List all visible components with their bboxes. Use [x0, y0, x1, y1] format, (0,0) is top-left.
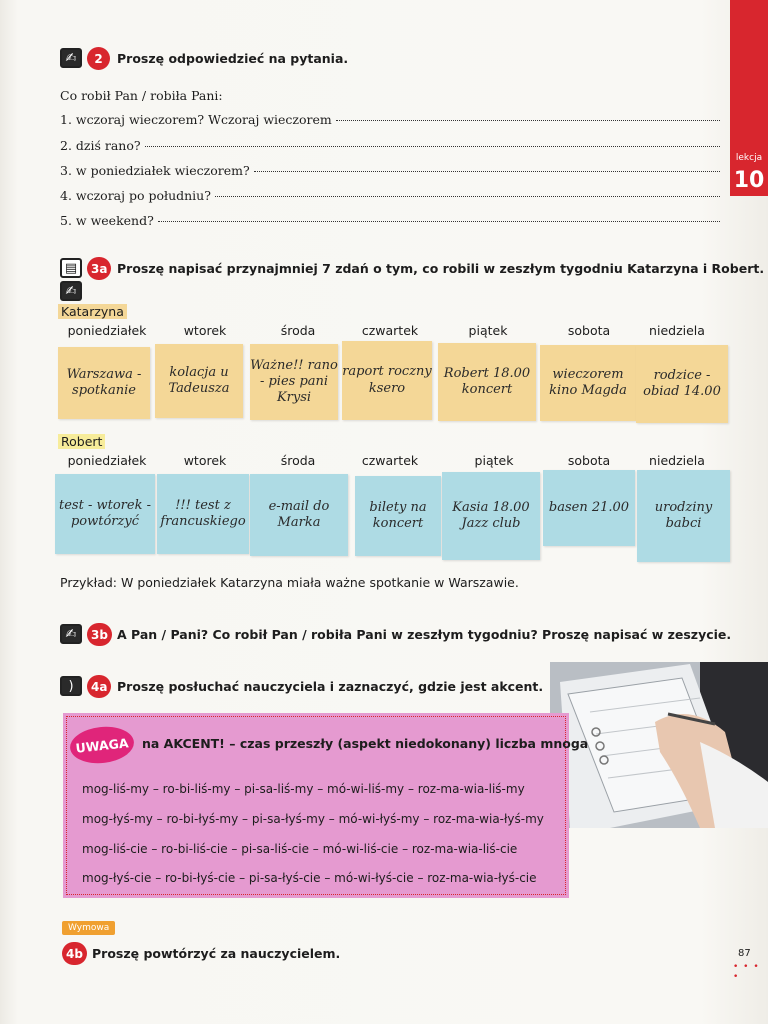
day-label: środa	[280, 453, 316, 468]
question-text: 4. wczoraj po południu?	[60, 188, 211, 203]
example-sentence: Przykład: W poniedziałek Katarzyna miała ważne spotkanie w Warszawie.	[60, 575, 519, 590]
sticky-note-katarzyna: rodzice - obiad 14.00	[636, 345, 728, 423]
question-text: 2. dziś rano?	[60, 138, 141, 153]
sticky-note-katarzyna: raport roczny ksero	[342, 341, 432, 420]
sticky-note-katarzyna: Robert 18.00 koncert	[438, 343, 536, 421]
writing-hand-icon: ✍	[60, 48, 82, 68]
day-label: poniedziałek	[67, 323, 147, 338]
day-label: poniedziałek	[67, 453, 147, 468]
question-line[interactable]	[60, 112, 720, 127]
question-text: 1. wczoraj wieczorem? Wczoraj wieczorem	[60, 112, 332, 127]
robert-label: Robert	[58, 434, 105, 449]
answer-dotted-line[interactable]	[336, 120, 720, 121]
day-label: sobota	[567, 453, 611, 468]
exercise-4a-instruction: Proszę posłuchać nauczyciela i zaznaczyć, gdzie jest akcent.	[117, 679, 544, 694]
exercise-3a-instruction: Proszę napisać przynajmniej 7 zdań o tym, co robili w zeszłym tygodniu Katarzyna i Robert.	[117, 261, 765, 276]
sticky-note-robert: e-mail do Marka	[250, 474, 348, 556]
lesson-number: 10	[733, 168, 765, 193]
sticky-note-robert: !!! test z francuskiego	[157, 474, 249, 554]
day-label: wtorek	[183, 323, 227, 338]
lesson-label: lekcja	[735, 153, 763, 163]
sticky-note-robert: basen 21.00	[543, 470, 635, 546]
katarzyna-label: Katarzyna	[58, 304, 127, 319]
page-number: 87	[738, 948, 751, 959]
day-label: sobota	[567, 323, 611, 338]
sticky-note-katarzyna: kolacja u Tadeusza	[155, 344, 243, 418]
writing-hand-icon: ✍	[60, 281, 82, 301]
day-label: środa	[280, 323, 316, 338]
wymowa-tag: Wymowa	[62, 921, 115, 935]
sticky-note-robert: bilety na koncert	[355, 476, 441, 556]
sticky-note-katarzyna: Warszawa - spotkanie	[58, 347, 150, 419]
answer-dotted-line[interactable]	[145, 146, 720, 147]
uwaga-title: na AKCENT! – czas przeszły (aspekt niedokonany) liczba mnoga	[142, 736, 589, 751]
question-line[interactable]	[60, 163, 720, 178]
syllable-line: mog-liś-my – ro-bi-liś-my – pi-sa-liś-my – mó-wi-liś-my – roz-ma-wia-liś-my	[82, 782, 525, 796]
questions-lead: Co robił Pan / robiła Pani:	[60, 88, 223, 103]
question-text: 5. w weekend?	[60, 213, 154, 228]
exercise-badge-3a: 3a	[87, 257, 111, 280]
page-number-dots: • • • •	[733, 962, 760, 982]
exercise-badge-2: 2	[87, 47, 110, 70]
book-icon: ▤	[60, 258, 82, 278]
question-text: 3. w poniedziałek wieczorem?	[60, 163, 250, 178]
syllable-line: mog-łyś-cie – ro-bi-łyś-cie – pi-sa-łyś-cie – mó-wi-łyś-cie – roz-ma-wia-łyś-cie	[82, 871, 537, 885]
uwaga-badge: UWAGA	[68, 724, 135, 766]
sticky-note-robert: test - wtorek - powtórzyć	[55, 474, 155, 554]
exercise-3b-instruction: A Pan / Pani? Co robił Pan / robiła Pani w zeszłym tygodniu? Proszę napisać w zeszycie.	[117, 627, 732, 642]
lesson-tab	[730, 0, 768, 196]
sticky-note-katarzyna: Ważne!! rano - pies pani Krysi	[250, 344, 338, 420]
day-label: piątek	[474, 453, 514, 468]
answer-dotted-line[interactable]	[215, 196, 720, 197]
syllable-line: mog-łyś-my – ro-bi-łyś-my – pi-sa-łyś-my – mó-wi-łyś-my – roz-ma-wia-łyś-my	[82, 812, 544, 826]
listening-ear-icon: )	[60, 676, 82, 696]
day-label: wtorek	[183, 453, 227, 468]
exercise-badge-3b: 3b	[87, 623, 112, 646]
day-label: czwartek	[361, 323, 419, 338]
answer-dotted-line[interactable]	[254, 171, 720, 172]
day-label: piątek	[468, 323, 508, 338]
day-label: niedziela	[649, 453, 705, 468]
day-label: czwartek	[361, 453, 419, 468]
sticky-note-robert: Kasia 18.00 Jazz club	[442, 472, 540, 560]
exercise-2-instruction: Proszę odpowiedzieć na pytania.	[117, 51, 349, 66]
syllable-line: mog-liś-cie – ro-bi-liś-cie – pi-sa-liś-cie – mó-wi-liś-cie – roz-ma-wia-liś-cie	[82, 842, 518, 856]
sticky-note-katarzyna: wieczorem kino Magda	[540, 345, 636, 421]
sticky-note-robert: urodziny babci	[637, 470, 730, 562]
writing-hand-icon: ✍	[60, 624, 82, 644]
question-line[interactable]	[60, 188, 720, 203]
exercise-badge-4b: 4b	[62, 942, 87, 965]
exercise-badge-4a: 4a	[87, 675, 111, 698]
answer-dotted-line[interactable]	[158, 221, 720, 222]
question-line[interactable]	[60, 213, 720, 228]
day-label: niedziela	[649, 323, 705, 338]
exercise-4b-instruction: Proszę powtórzyć za nauczycielem.	[92, 946, 341, 961]
question-line[interactable]	[60, 138, 720, 153]
